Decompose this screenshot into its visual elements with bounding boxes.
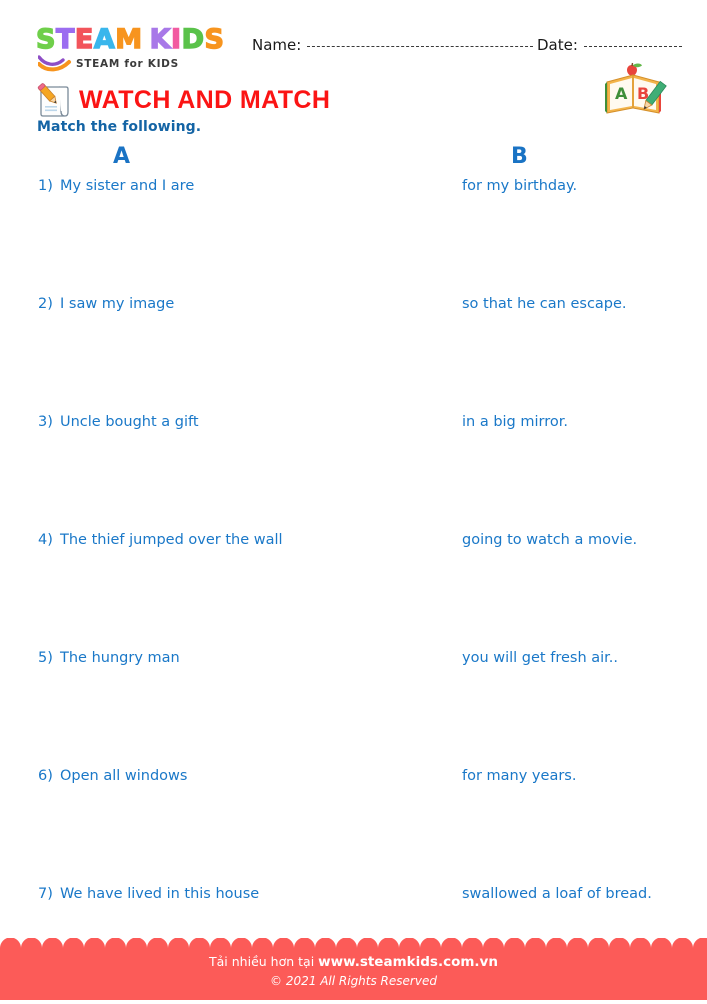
column-a-text: We have lived in this house bbox=[60, 886, 260, 902]
date-label: Date: bbox=[536, 36, 578, 54]
item-number: 1) bbox=[38, 178, 53, 194]
column-a-text: The thief jumped over the wall bbox=[60, 532, 283, 548]
match-list bbox=[0, 178, 707, 1004]
logo-letter: T bbox=[55, 24, 75, 55]
item-number: 3) bbox=[38, 414, 53, 430]
match-row bbox=[0, 650, 707, 768]
item-number: 6) bbox=[38, 768, 53, 784]
match-row bbox=[0, 532, 707, 650]
column-b-item[interactable]: swallowed a loaf of bread. bbox=[462, 886, 652, 902]
logo-letter: M bbox=[115, 24, 143, 55]
logo-tagline: STEAM for KIDS bbox=[76, 57, 179, 70]
page-title: WATCH AND MATCH bbox=[79, 85, 331, 114]
column-a-text: Uncle bought a gift bbox=[60, 414, 199, 430]
column-a-item[interactable] bbox=[38, 768, 187, 784]
name-input[interactable] bbox=[307, 46, 533, 47]
column-a-text: The hungry man bbox=[60, 650, 180, 666]
match-row bbox=[0, 178, 707, 296]
column-a-item[interactable] bbox=[38, 886, 259, 902]
column-a-item[interactable] bbox=[38, 178, 194, 194]
student-info-row bbox=[252, 36, 682, 54]
instruction-text: Match the following. bbox=[37, 119, 202, 135]
column-a-text: I saw my image bbox=[60, 296, 175, 312]
abc-book-icon bbox=[601, 62, 671, 118]
item-number: 4) bbox=[38, 532, 53, 548]
logo-letter: A bbox=[93, 24, 116, 55]
logo-letter: I bbox=[171, 24, 182, 55]
footer-site-line bbox=[0, 954, 707, 970]
match-row bbox=[0, 768, 707, 886]
brand-logo bbox=[36, 26, 246, 72]
logo-tagline-row bbox=[38, 55, 246, 72]
item-number: 5) bbox=[38, 650, 53, 666]
footer-copyright: © 2021 All Rights Reserved bbox=[270, 974, 437, 988]
notepad-pencil-icon bbox=[30, 80, 72, 120]
column-b-item[interactable]: going to watch a movie. bbox=[462, 532, 638, 548]
item-number: 7) bbox=[38, 886, 53, 902]
footer-site-url[interactable]: www.steamkids.com.vn bbox=[318, 954, 498, 970]
column-a-item[interactable] bbox=[38, 296, 174, 312]
column-a-text: My sister and I are bbox=[60, 178, 195, 194]
column-b-item[interactable]: for my birthday. bbox=[462, 178, 578, 194]
logo-letter: K bbox=[149, 24, 172, 55]
column-a-item[interactable] bbox=[38, 532, 283, 548]
logo-space bbox=[143, 26, 150, 54]
svg-text:A: A bbox=[615, 84, 628, 103]
date-input[interactable] bbox=[584, 46, 682, 47]
column-b-item[interactable]: in a big mirror. bbox=[462, 414, 568, 430]
column-a-header: A bbox=[113, 144, 131, 169]
logo-letter: E bbox=[74, 24, 94, 55]
page-footer bbox=[0, 938, 707, 1000]
logo-letter: S bbox=[36, 24, 56, 55]
logo-wordmark bbox=[36, 26, 246, 54]
title-row bbox=[30, 80, 330, 120]
column-a-item[interactable] bbox=[38, 650, 180, 666]
column-b-header: B bbox=[511, 144, 528, 169]
name-label: Name: bbox=[252, 36, 302, 54]
column-b-item[interactable]: so that he can escape. bbox=[462, 296, 627, 312]
swoosh-icon bbox=[38, 55, 72, 72]
column-a-item[interactable] bbox=[38, 414, 199, 430]
match-row bbox=[0, 296, 707, 414]
column-b-item[interactable]: for many years. bbox=[462, 768, 577, 784]
column-b-item[interactable]: you will get fresh air.. bbox=[462, 650, 619, 666]
svg-text:B: B bbox=[637, 84, 650, 103]
column-a-text: Open all windows bbox=[60, 768, 188, 784]
match-row bbox=[0, 414, 707, 532]
item-number: 2) bbox=[38, 296, 53, 312]
logo-letter: S bbox=[204, 24, 225, 55]
footer-prefix: Tải nhiều hơn tại bbox=[209, 954, 319, 969]
logo-letter: D bbox=[181, 24, 205, 55]
